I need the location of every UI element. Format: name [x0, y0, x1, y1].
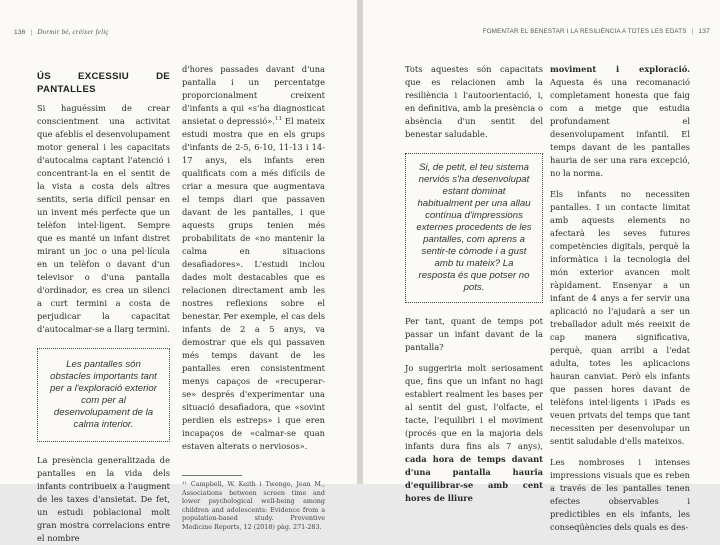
body-paragraph: moviment i exploració. Aquesta és una recomanació completament honesta que faig com a metge que estudia profundament el desenvolupament infantil. El temps davant de les pantalles hauria de ser una rara excepció, no la norma. — [550, 64, 690, 178]
body-paragraph: d'hores passades davant d'una pantalla i un percentatge proporcionalment creixent d'infants a qui «s'ha diagnosticat ansietat o depressió».$^{11}$ El mateix estudi mostra que en els grups d'infants de 2-5, 6-10, 11-13 i 14-17 anys, els infants eren qualificats com a més difícils de criar a mesura que augmentava el temps diari que passaven davant de les pantalles, i que aquests grups tenien més probabilitats de «no mantenir la calma en situacions desafiadores». L'estudi inclou dades molt destacables que es relacionen directament amb les nostres reflexions sobre el benestar. Per exemple, el cas dels infants de 2 a 5 anys, va demostrar que els qui passaven més temps davant de les pantalles eren consistentment menys capaços de «recuperar-se» després d'experimentar una situació desafiadora, que «sovint perdien els estreps» i que eren incapaços de «calmar-se quan estaven alterats o nerviosos». — [182, 64, 325, 451]
footnote: ¹¹ Campbell, W. Keith i Twenge, Jean M., Associations between screen time and lower psychological well-being among children and adolescents: Evidence from a population-based study. Preventive Medicine Reports, 12 (2018) pàg. 271-283. — [182, 480, 325, 531]
pull-quote: Si, de petit, el teu sistema nerviós s'ha desenvolupat estant dominat habitualment per una allau contínua d'impressions externes procedents de les pantalles, com aprens a sentir-te còmode i a gust amb tu mateix? La resposta és que potser no pots. — [405, 153, 543, 303]
body-paragraph: Els infants no necessiten pantalles. I un contacte limitat amb aquests elements no afectarà les seves futures competències digitals, perquè la informàtica i la tecnologia del món exterior avancen molt ràpidament. Ensenyar a un infant de 4 anys a fer servir una aplicació no l'ajudarà a ser un treballador adult més reeixit de cap manera significativa, perquè, quan arribi a l'edat adulta, totes les aplicacions hauran canviat. Però els infants que passen hores davant de telèfons intel·ligents i iPads es veuen privats del temps que tant necessiten per desenvolupar un sentit saludable d'ells mateixos. — [550, 189, 690, 446]
right-running-header: FOMENTAR EL BENESTAR I LA RESILIÈNCIA A TOTES LES EDATS | 137 — [482, 28, 710, 35]
body-paragraph: Tots aquestes són capacitats que es relacionen amb la resiliència i l'autoorientació, i, en definitiva, amb la presència o absència d'un sentit del benestar saludable. — [405, 64, 543, 139]
book-title: Dormir bé, créixer feliç — [37, 28, 109, 36]
body-paragraph: La presència generalitzada de pantalles en la vida dels infants contribueix a l'augment de les taxes d'ansietat. De fet, un estudi poblacional molt gran mostra correlacions entre el nombre — [37, 455, 170, 543]
page-number-right: 137 — [698, 28, 710, 35]
pull-quote: Les pantalles són obstacles importants tant per a l'exploració exterior com per al desenvolupament de la calma interior. — [37, 348, 170, 442]
chapter-title: FOMENTAR EL BENESTAR I LA RESILIÈNCIA A TOTES LES EDATS — [482, 28, 687, 35]
left-column-2 — [182, 63, 325, 531]
right-page — [363, 0, 720, 532]
section-heading: ÚS EXCESSIU DE PANTALLES — [37, 71, 170, 95]
body-paragraph: Per tant, quant de temps pot passar un infant davant de la pantalla? — [405, 316, 543, 352]
body-paragraph: Les nombroses i intenses impressions visuals que es reben a través de les pantalles tenen efectes observables i predictibles en els infants, les conseqüències dels quals es des- — [550, 457, 690, 532]
body-paragraph: Si haguéssim de crear conscientment una activitat que afeblís el desenvolupament motor general i les capacitats d'autocalma captant l'atenció i concentrant-la en el sentit de la vista a costa dels altres sentits, seria difícil pensar en un invent més perfecte que un telèfon intel·ligent. Sempre que es manté un infant distret mirant un joc o una pel·lícula en un telèfon o davant d'un televisor o d'una pantalla d'ordinador, es crea un silenci a curt termini a costa de perjudicar la capacitat d'autocalmar-se a llarg termini. — [37, 103, 170, 334]
right-column-1 — [405, 63, 543, 505]
footnote-marker: 11 — [274, 116, 282, 123]
body-paragraph: Jo suggeriria molt seriosament que, fins que un infant no hagi establert realment les bases per al sentit del gust, l'olfacte, el tacte, l'equilibri i el moviment (procés que en la majoria dels infants dura fins als 7 anys), cada hora de temps davant d'una pantalla hauria d'equilibrar-se amb cent hores de lliure — [405, 363, 543, 503]
right-column-2 — [550, 63, 690, 534]
page-number-left: 136 — [14, 29, 26, 36]
left-column-1 — [37, 70, 170, 545]
left-running-header: 136 | Dormir bé, créixer feliç — [14, 28, 109, 36]
left-page — [0, 0, 357, 543]
footnote-rule — [182, 475, 242, 476]
